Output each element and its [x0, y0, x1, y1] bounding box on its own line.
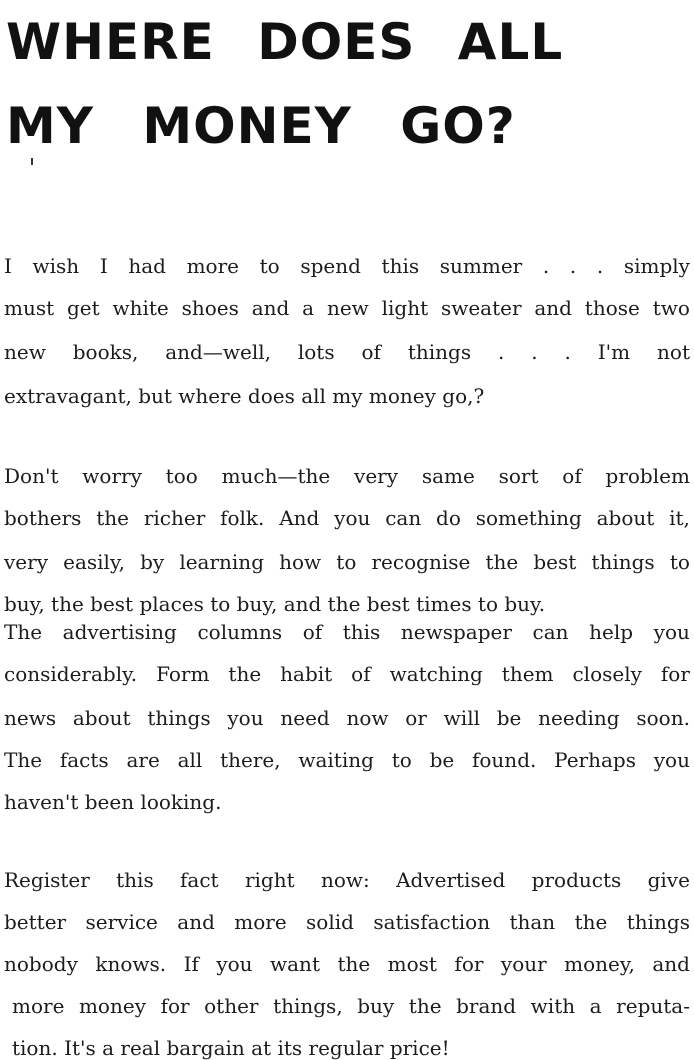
body-line: nobody knows. If you want the most for your money, and — [4, 952, 690, 976]
body-line: bothers the richer folk. And you can do something about it, — [4, 506, 690, 530]
body-line: news about things you need now or will be needing soon. — [4, 706, 690, 730]
headline — [6, 0, 563, 168]
body-line: The facts are all there, waiting to be found. Perhaps you — [4, 748, 690, 772]
headline-line-1: WHERE DOES ALL — [6, 13, 564, 71]
body-line: Don't worry too much—the very same sort of problem — [4, 464, 690, 488]
body-line: I wish I had more to spend this summer . . . simply — [4, 254, 690, 278]
body-line: The advertising columns of this newspaper can help you — [4, 620, 690, 644]
headline-line-2: MY MONEY GO? — [6, 97, 516, 155]
body-line: better service and more solid satisfaction than the things — [4, 910, 690, 934]
body-line: haven't been looking. — [4, 790, 222, 814]
body-line: Register this fact right now: Advertised products give — [4, 868, 690, 892]
body-line: extravagant, but where does all my money go,? — [4, 384, 485, 408]
body-line: considerably. Form the habit of watching them closely for — [4, 662, 690, 686]
body-line: very easily, by learning how to recognise the best things to — [4, 550, 690, 574]
body-line: must get white shoes and a new light sweater and those two — [4, 296, 690, 320]
body-line: new books, and—well, lots of things . . . I'm not — [4, 340, 690, 364]
body-line: tion. It's a real bargain at its regular price! — [12, 1036, 450, 1060]
body-line: more money for other things, buy the brand with a reputa- — [12, 994, 690, 1018]
ink-speck — [31, 158, 33, 165]
body-line: buy, the best places to buy, and the best times to buy. — [4, 592, 546, 616]
